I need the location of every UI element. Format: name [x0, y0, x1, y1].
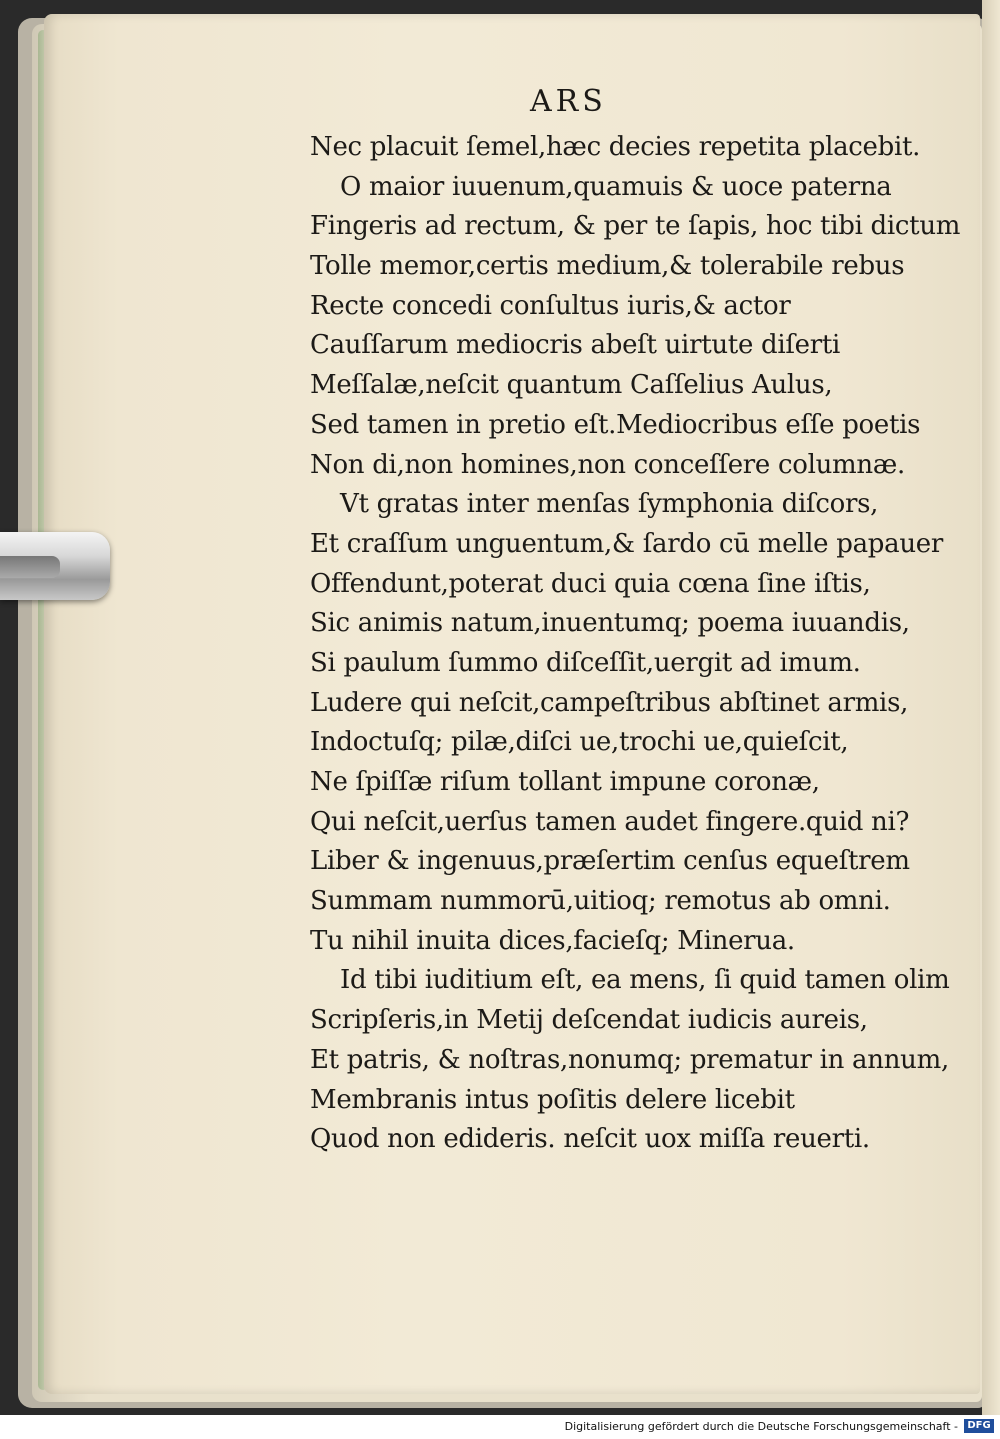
verse-line: Sed tamen in pretio eſt.Mediocribus eſſe poetis — [310, 409, 921, 440]
verse-line: Quod non edideris. neſcit uox miſſa reuerti. — [310, 1124, 870, 1155]
verse-text-block — [310, 128, 961, 1160]
verse-line: Indoctuſq; pilæ,diſci ue,trochi ue,quieſcit, — [310, 727, 849, 758]
verse-line: O maior iuuenum,quamuis & uoce paterna — [340, 171, 892, 202]
verse-line: Et craſſum unguentum,& ſardo cū melle papauer — [310, 528, 943, 559]
verse-line: Membranis intus poſitis delere licebit — [310, 1084, 795, 1115]
verse-line: Meſſalæ,neſcit quantum Caſſelius Aulus, — [310, 370, 833, 401]
funding-credit: Digitalisierung gefördert durch die Deutsche Forschungsgemeinschaft - — [564, 1420, 958, 1433]
verse-line: Summam nummorū,uitioq; remotus ab omni. — [310, 886, 891, 917]
footer-bar — [0, 1415, 1000, 1439]
verse-line: Ne ſpiſſæ riſum tollant impune coronæ, — [310, 767, 820, 797]
page-clip-inner — [0, 556, 60, 578]
verse-line: Scripſeris,in Metij deſcendat iudicis aureis, — [310, 1005, 868, 1036]
verse-line: Id tibi iuditium eſt, ea mens, ſi quid tamen olim — [340, 965, 950, 996]
verse-line: Recte concedi conſultus iuris,& actor — [310, 290, 791, 321]
verse-line: Tu nihil inuita dices,facieſq; Minerua. — [310, 925, 795, 956]
verse-line: Non di,non homines,non conceſſere columnæ. — [310, 449, 905, 480]
verse-line: Fingeris ad rectum, & per te ſapis, hoc tibi dictum — [310, 211, 961, 242]
verse-line: Sic animis natum,inuentumq; poema iuuandis, — [310, 608, 910, 639]
running-head: ARS — [530, 84, 607, 119]
verse-line: Liber & ingenuus,præſertim cenſus equeſtrem — [310, 846, 910, 877]
dfg-logo: DFG — [964, 1419, 994, 1433]
verse-line: Qui neſcit,uerſus tamen audet fingere.quid ni? — [310, 806, 910, 837]
verse-line: Vt gratas inter menſas ſymphonia diſcors, — [340, 489, 879, 520]
verse-line: Cauſſarum mediocris abeſt uirtute diſerti — [310, 330, 841, 361]
facing-page-strip — [982, 0, 1000, 1415]
verse-line: Offendunt,poterat duci quia cœna ſine iſtis, — [310, 568, 871, 599]
verse-line: Tolle memor,certis medium,& tolerabile rebus — [310, 251, 905, 282]
verse-line: Et patris, & noſtras,nonumq; prematur in annum, — [310, 1044, 949, 1075]
verse-line: Si paulum ſummo diſceſſit,uergit ad imum. — [310, 647, 861, 678]
verse-line: Nec placuit ſemel,hæc decies repetita placebit. — [310, 132, 921, 162]
verse-line: Ludere qui neſcit,campeſtribus abſtinet armis, — [310, 687, 909, 718]
